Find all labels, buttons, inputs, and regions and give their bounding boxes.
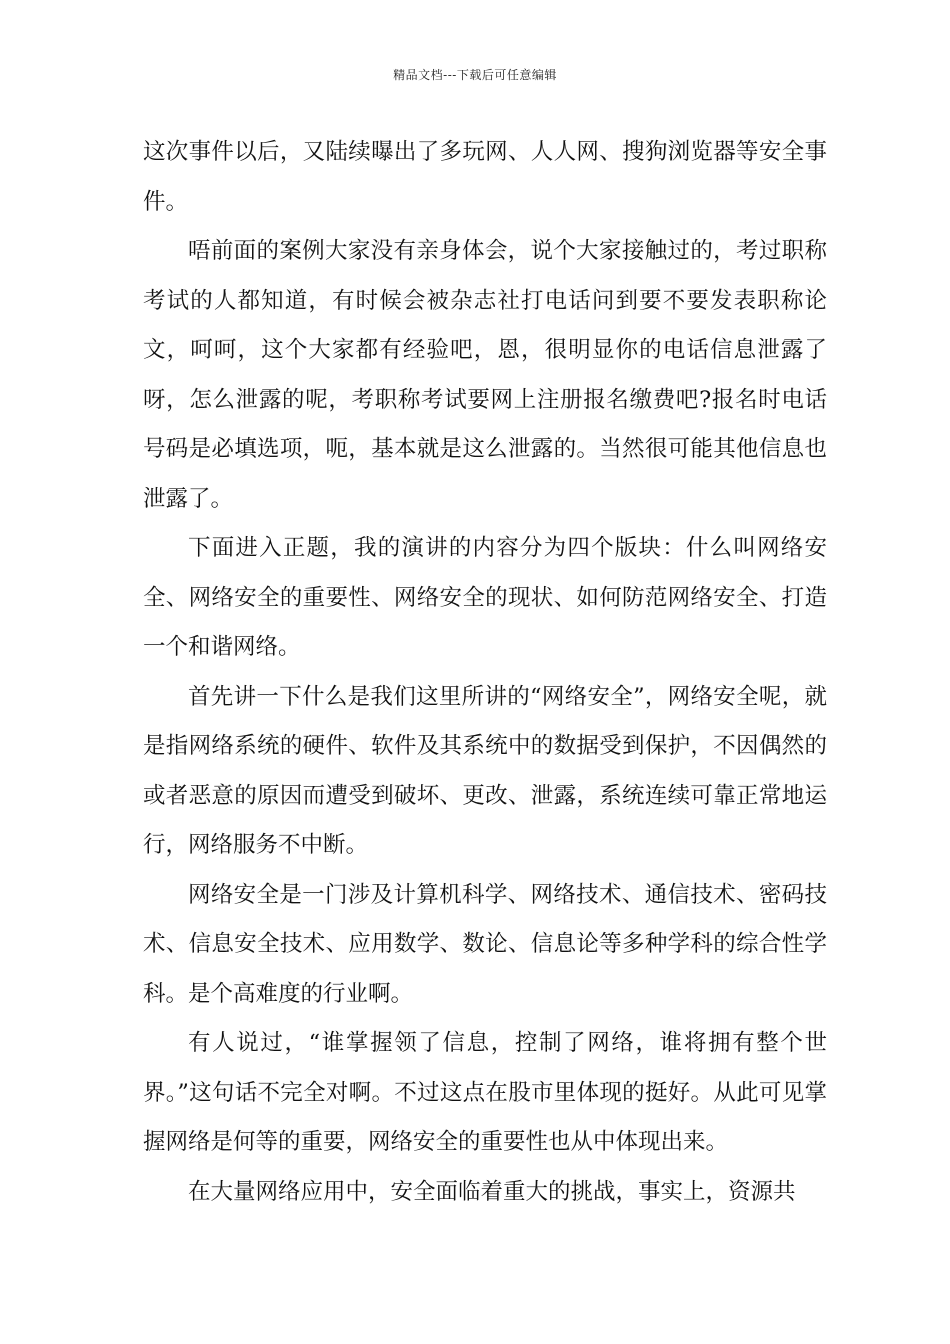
paragraph-5: 网络安全是一门涉及计算机科学、网络技术、通信技术、密码技术、信息安全技术、应用数学、数论、信息论等多种学科的综合性学科。是个高难度的行业啊。 [143,881,827,1007]
paragraph-1: 这次事件以后，又陆续曝出了多玩网、人人网、搜狗浏览器等安全事件。 [143,139,827,215]
paragraph-7: 在大量网络应用中，安全面临着重大的挑战，事实上，资源共 [188,1178,796,1205]
document-body [143,128,827,1217]
paragraph-4: 首先讲一下什么是我们这里所讲的“网络安全”，网络安全呢，就是指网络系统的硬件、软件及其系统中的数据受到保护，不因偶然的或者恶意的原因而遭受到破坏、更改、泄露，系统连续可靠正常地运行，网络服务不中断。 [143,683,827,858]
paragraph-2: 唔前面的案例大家没有亲身体会，说个大家接触过的，考过职称考试的人都知道，有时候会被杂志社打电话问到要不要发表职称论文，呵呵，这个大家都有经验吧，恩，很明显你的电话信息泄露了呀，怎么泄露的呢，考职称考试要网上注册报名缴费吧?报名时电话号码是必填选项，呃，基本就是这么泄露的。当然很可能其他信息也泄露了。 [143,238,827,512]
paragraph-3: 下面进入正题，我的演讲的内容分为四个版块：什么叫网络安全、网络安全的重要性、网络安全的现状、如何防范网络安全、打造一个和谐网络。 [143,535,827,660]
page-header: 精品文档---下载后可任意编辑 [393,68,557,82]
paragraph-6: 有人说过，“谁掌握领了信息，控制了网络，谁将拥有整个世界。”这句话不完全对啊。不过这点在股市里体现的挺好。从此可见掌握网络是何等的重要，网络安全的重要性也从中体现出来。 [143,1030,827,1155]
